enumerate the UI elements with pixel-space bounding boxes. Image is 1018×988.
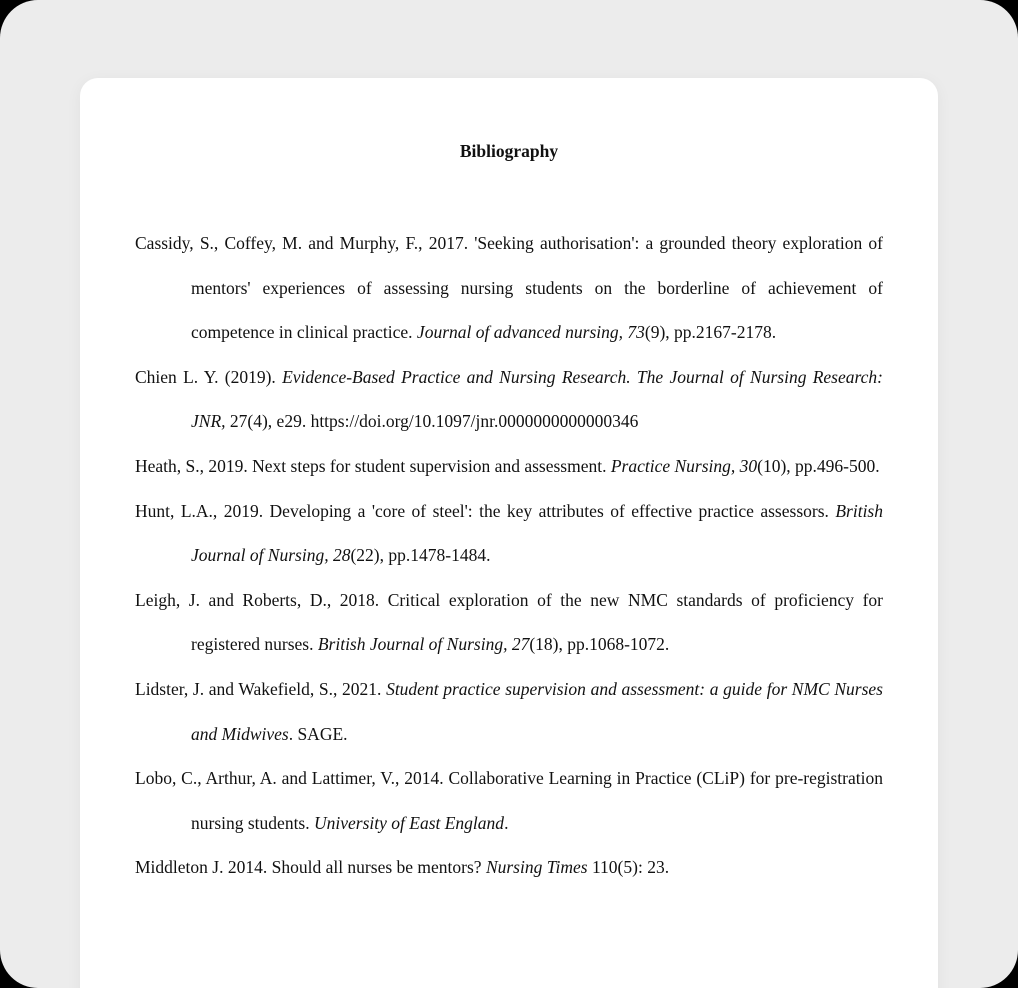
reference-list (135, 221, 883, 890)
reference-text-segment: Leigh, J. and Roberts, D., 2018. Critical exploration of the new NMC standards of proficiency for registered nurses. (135, 589, 883, 655)
reference-text-segment: (10), pp.496-500. (757, 455, 880, 476)
reference-text-segment: Lobo, C., Arthur, A. and Lattimer, V., 2014. Collaborative Learning in Practice (CLiP) for pre-registration nursing students. (135, 768, 883, 833)
reference-text-segment: 110(5): 23. (587, 857, 670, 878)
reference-text-segment: (9), pp.2167-2178. (644, 322, 777, 343)
reference-text-segment: Hunt, L.A., 2019. Developing a 'core of steel': the key attributes of effective practice assessors. (135, 500, 836, 521)
reference-text-segment: Chien L. Y. (2019). (135, 366, 283, 387)
reference-entry (135, 845, 883, 890)
reference-text-segment: Heath, S., 2019. Next steps for student supervision and assessment. (135, 455, 611, 476)
reference-text-segment: (22), pp.1478-1484. (350, 545, 491, 566)
reference-text-segment: Cassidy, S., Coffey, M. and Murphy, F., 2017. 'Seeking authorisation': a grounded theory exploration of mentors' experiences of assessing nursing students on the borderline of achievement of competence in clinical practice. (135, 233, 883, 343)
reference-entry (135, 578, 883, 667)
document-page (80, 78, 938, 988)
reference-entry (135, 355, 883, 444)
reference-text-segment: Lidster, J. and Wakefield, S., 2021. (135, 678, 387, 699)
reference-italic-segment: Journal of advanced nursing, 73 (416, 322, 645, 343)
reference-entry (135, 444, 883, 489)
reference-text-segment: (18), pp.1068-1072. (529, 634, 670, 655)
reference-entry (135, 489, 883, 578)
reference-entry (135, 667, 883, 756)
reference-italic-segment: British Journal of Nursing, 28 (191, 500, 883, 566)
reference-text-segment: . (504, 812, 509, 833)
reference-text-segment: 27(4), e29. https://doi.org/10.1097/jnr.0000000000000346 (225, 411, 639, 432)
page-title: Bibliography (459, 141, 559, 161)
reference-italic-segment: Practice Nursing, 30 (610, 455, 758, 476)
reference-italic-segment: Nursing Times (485, 857, 588, 878)
reference-italic-segment: Evidence-Based Practice and Nursing Research. The Journal of Nursing Research: JNR, (191, 366, 883, 432)
reference-italic-segment: Student practice supervision and assessment: a guide for NMC Nurses and Midwives (191, 678, 883, 744)
reference-italic-segment: British Journal of Nursing, 27 (317, 634, 530, 655)
reference-italic-segment: University of East England (314, 812, 505, 833)
reference-entry (135, 221, 883, 355)
reference-text-segment: . SAGE. (288, 723, 348, 744)
reference-entry (135, 756, 883, 845)
reference-text-segment: Middleton J. 2014. Should all nurses be mentors? (135, 857, 486, 878)
